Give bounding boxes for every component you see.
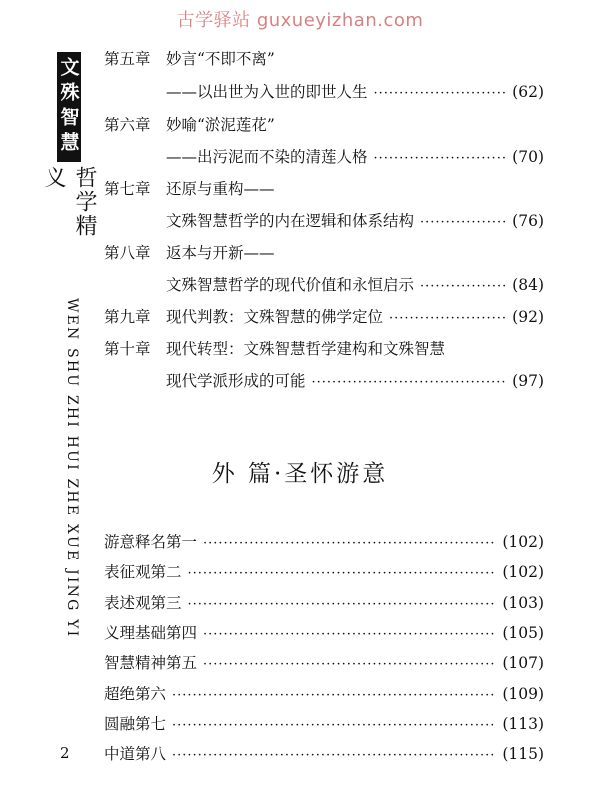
entry-title: 圆融第七 bbox=[104, 715, 167, 733]
entry-title: 智慧精神第五 bbox=[104, 654, 198, 672]
page-number: 2 bbox=[60, 744, 70, 762]
chapter-title: 返本与开新—— bbox=[166, 244, 275, 262]
toc-row bbox=[104, 561, 544, 583]
toc-row bbox=[166, 210, 544, 232]
chapter-title: 妙言“不即不离” bbox=[166, 50, 275, 68]
page-ref: (103) bbox=[502, 594, 544, 612]
toc-row bbox=[104, 743, 544, 765]
chapter-subtitle: 文殊智慧哲学的内在逻辑和体系结构 bbox=[166, 212, 415, 230]
leader-dots bbox=[203, 624, 496, 646]
chapter-label: 第六章 bbox=[104, 116, 151, 134]
toc-row bbox=[104, 713, 544, 735]
page-ref: (97) bbox=[512, 372, 544, 390]
leader-dots bbox=[172, 715, 496, 737]
chapter-label: 第十章 bbox=[104, 340, 151, 358]
entry-title: 中道第八 bbox=[104, 745, 167, 763]
page-ref: (109) bbox=[502, 685, 544, 703]
toc-row bbox=[104, 531, 544, 553]
leader-dots bbox=[420, 212, 506, 234]
page-ref: (115) bbox=[502, 745, 544, 763]
chapter-subtitle: 文殊智慧哲学的现代价值和永恒启示 bbox=[166, 276, 415, 294]
entry-title: 游意释名第一 bbox=[104, 533, 198, 551]
chapter-label: 第八章 bbox=[104, 244, 151, 262]
toc-row bbox=[166, 370, 544, 392]
chapter-title: 现代判教：文殊智慧的佛学定位 bbox=[166, 308, 384, 326]
chapter-label: 第九章 bbox=[104, 308, 151, 326]
chapter-subtitle: ——出污泥而不染的清莲人格 bbox=[166, 148, 368, 166]
toc-row bbox=[104, 178, 544, 200]
leader-dots bbox=[188, 563, 497, 585]
page-ref: (92) bbox=[512, 308, 544, 326]
page-ref: (62) bbox=[512, 83, 544, 101]
toc-row bbox=[104, 242, 544, 264]
toc-row bbox=[104, 652, 544, 674]
page-ref: (84) bbox=[512, 276, 544, 294]
leader-dots bbox=[172, 745, 496, 767]
chapter-title: 还原与重构—— bbox=[166, 180, 275, 198]
page-ref: (105) bbox=[502, 624, 544, 642]
toc-row bbox=[166, 274, 544, 296]
page-ref: (102) bbox=[502, 533, 544, 551]
page-ref: (70) bbox=[512, 148, 544, 166]
toc-row bbox=[104, 338, 544, 360]
chapter-subtitle: 现代学派形成的可能 bbox=[166, 372, 306, 390]
leader-dots bbox=[389, 308, 506, 330]
toc-row bbox=[104, 306, 544, 328]
side-pinyin: WEN SHU ZHI HUI ZHE XUE JING YI bbox=[64, 297, 80, 639]
toc-row bbox=[166, 146, 544, 168]
toc-row bbox=[104, 48, 544, 70]
entry-title: 表征观第二 bbox=[104, 563, 182, 581]
leader-dots bbox=[203, 654, 496, 676]
chapter-title: 妙喻“淤泥莲花” bbox=[166, 116, 275, 134]
leader-dots bbox=[374, 83, 507, 105]
toc-row bbox=[104, 683, 544, 705]
leader-dots bbox=[312, 372, 507, 394]
chapter-label: 第五章 bbox=[104, 50, 151, 68]
leader-dots bbox=[374, 148, 507, 170]
page-ref: (113) bbox=[502, 715, 544, 733]
entry-title: 义理基础第四 bbox=[104, 624, 198, 642]
leader-dots bbox=[203, 533, 496, 555]
chapter-title: 现代转型：文殊智慧哲学建构和文殊智慧 bbox=[166, 340, 446, 358]
leader-dots bbox=[188, 594, 497, 616]
toc-row bbox=[104, 622, 544, 644]
chapter-label: 第七章 bbox=[104, 180, 151, 198]
leader-dots bbox=[420, 276, 506, 298]
section-title: 外 篇·圣怀游意 bbox=[211, 461, 389, 487]
page-ref: (76) bbox=[512, 212, 544, 230]
page-ref: (107) bbox=[502, 654, 544, 672]
leader-dots bbox=[172, 685, 496, 707]
toc-row bbox=[104, 592, 544, 614]
side-title: 文殊智慧 bbox=[57, 52, 81, 162]
side-subtitle: 哲学精义 bbox=[41, 166, 97, 238]
page-ref: (102) bbox=[502, 563, 544, 581]
chapter-subtitle: ——以出世为入世的即世人生 bbox=[166, 83, 368, 101]
entry-title: 超绝第六 bbox=[104, 685, 167, 703]
entry-title: 表述观第三 bbox=[104, 594, 182, 612]
watermark: 古学驿站 guxueyizhan.com bbox=[176, 10, 424, 31]
toc-row bbox=[166, 81, 544, 103]
toc-row bbox=[104, 114, 544, 136]
